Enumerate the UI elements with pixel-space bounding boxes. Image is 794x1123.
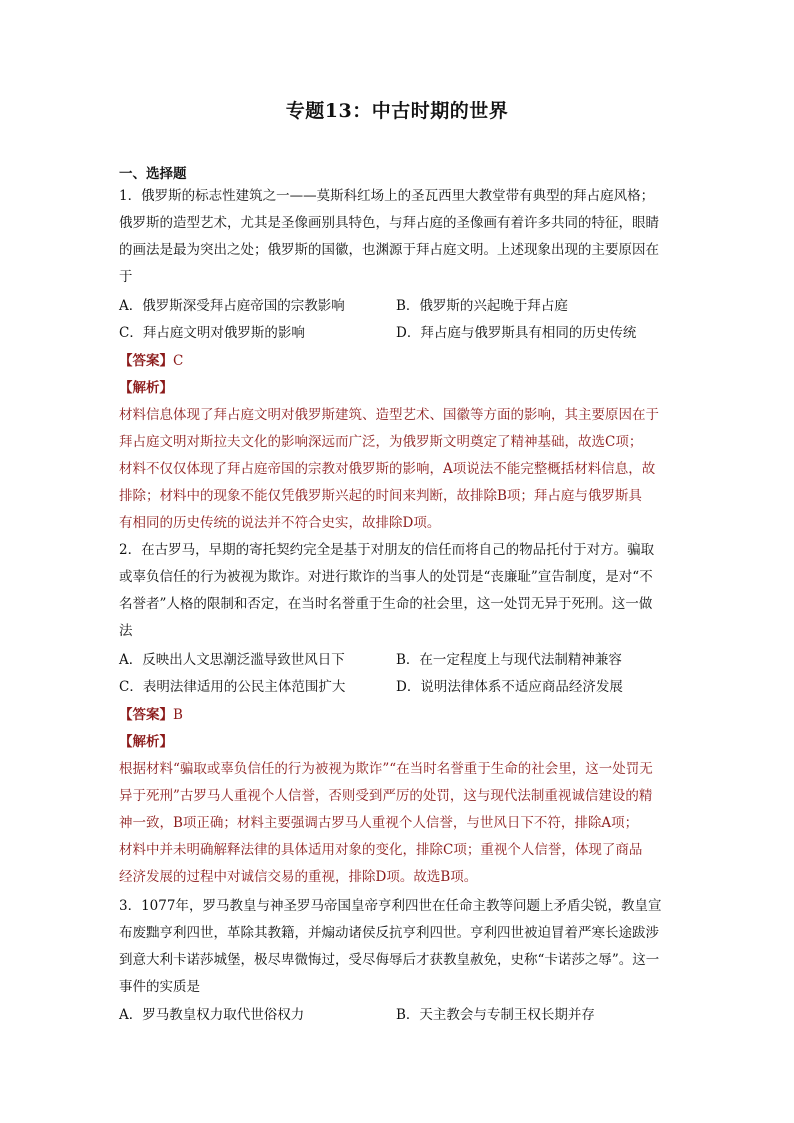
question-2-analysis-line: 材料中并未明确解释法律的具体适用对象的变化，排除C项；重视个人信誉，体现了商品 [119, 842, 643, 858]
question-3-stem-line: 3．1077年，罗马教皇与神圣罗马帝国皇帝亨利四世在任命主教等问题上矛盾尖锐，教皇宣 [119, 898, 662, 914]
question-2-stem-line: 法 [119, 623, 133, 639]
question-1-stem-line: 的画法是最为突出之处；俄罗斯的国徽，也渊源于拜占庭文明。上述现象出现的主要原因在 [119, 242, 659, 258]
analysis-label: 【解析】 [119, 734, 173, 750]
question-1-option-c: C．拜占庭文明对俄罗斯的影响 [119, 325, 305, 341]
answer-label: 【答案】 [119, 353, 173, 369]
question-1-stem-line: 俄罗斯的造型艺术，尤其是圣像画别具特色，与拜占庭的圣像画有着许多共同的特征，眼睛 [119, 215, 659, 231]
question-1-option-b: B．俄罗斯的兴起晚于拜占庭 [396, 298, 568, 314]
question-2-analysis-label [119, 733, 173, 751]
question-2-stem-line: 名誉者”人格的限制和否定，在当时名誉重于生命的社会里，这一处罚无异于死刑。这一做 [119, 596, 653, 612]
question-3-option-b: B．天主教会与专制王权长期并存 [396, 1007, 595, 1023]
question-2-answer [119, 706, 183, 724]
question-1-analysis-line: 拜占庭文明对斯拉夫文化的影响深远而广泛，为俄罗斯文明奠定了精神基础，故选C项； [119, 434, 643, 450]
question-3-stem-line: 布废黜亨利四世，革除其教籍，并煽动诸侯反抗亨利四世。亨利四世被迫冒着严寒长途跋涉 [119, 925, 659, 941]
answer-value: C [173, 353, 184, 369]
analysis-label: 【解析】 [119, 380, 173, 396]
question-1-analysis-label [119, 379, 173, 397]
question-2-option-a: A．反映出人文思潮泛滥导致世风日下 [119, 652, 345, 668]
question-1-option-a: A．俄罗斯深受拜占庭帝国的宗教影响 [119, 298, 345, 314]
section-heading: 一、选择题 [119, 166, 187, 182]
question-2-option-d: D．说明法律体系不适应商品经济发展 [396, 679, 623, 695]
question-1-analysis-line: 有相同的历史传统的说法并不符合史实，故排除D项。 [119, 515, 441, 531]
question-1-stem-line: 1．俄罗斯的标志性建筑之一——莫斯科红场上的圣瓦西里大教堂带有典型的拜占庭风格； [119, 188, 655, 204]
question-2-stem-line: 或辜负信任的行为被视为欺诈。对进行欺诈的当事人的处罚是“丧廉耻”宣告制度，是对“不 [119, 569, 653, 585]
question-1-option-d: D．拜占庭与俄罗斯具有相同的历史传统 [396, 325, 637, 341]
answer-label: 【答案】 [119, 707, 173, 723]
question-3-stem-line: 到意大利卡诺莎城堡，极尽卑微悔过，受尽侮辱后才获教皇赦免，史称“卡诺莎之辱”。这一 [119, 952, 660, 968]
question-1-analysis-line: 材料信息体现了拜占庭文明对俄罗斯建筑、造型艺术、国徽等方面的影响，其主要原因在于 [119, 407, 659, 423]
question-2-stem-line: 2．在古罗马，早期的寄托契约完全是基于对朋友的信任而将自己的物品托付于对方。骗取 [119, 542, 655, 558]
page-title: 专题13：中古时期的世界 [285, 100, 509, 122]
question-1-answer [119, 352, 183, 370]
question-3-stem-line: 事件的实质是 [119, 979, 200, 995]
question-2-analysis-line: 经济发展的过程中对诚信交易的重视，排除D项。故选B项。 [119, 869, 478, 885]
question-2-option-c: C．表明法律适用的公民主体范围扩大 [119, 679, 346, 695]
question-1-analysis-line: 排除；材料中的现象不能仅凭俄罗斯兴起的时间来判断，故排除B项；拜占庭与俄罗斯具 [119, 488, 642, 504]
question-2-analysis-line: 异于死刑”古罗马人重视个人信誉，否则受到严厉的处罚，这与现代法制重视诚信建设的精 [119, 788, 653, 804]
question-2-analysis-line: 神一致，B项正确；材料主要强调古罗马人重视个人信誉，与世风日下不符，排除A项； [119, 815, 639, 831]
question-1-analysis-line: 材料不仅仅体现了拜占庭帝国的宗教对俄罗斯的影响，A项说法不能完整概括材料信息，故 [119, 461, 656, 477]
question-2-option-b: B．在一定程度上与现代法制精神兼容 [396, 652, 622, 668]
question-2-analysis-line: 根据材料“骗取或辜负信任的行为被视为欺诈”“在当时名誉重于生命的社会里，这一处罚无 [119, 761, 653, 777]
answer-value: B [173, 707, 183, 723]
question-3-option-a: A．罗马教皇权力取代世俗权力 [119, 1007, 305, 1023]
question-1-stem-line: 于 [119, 269, 133, 285]
